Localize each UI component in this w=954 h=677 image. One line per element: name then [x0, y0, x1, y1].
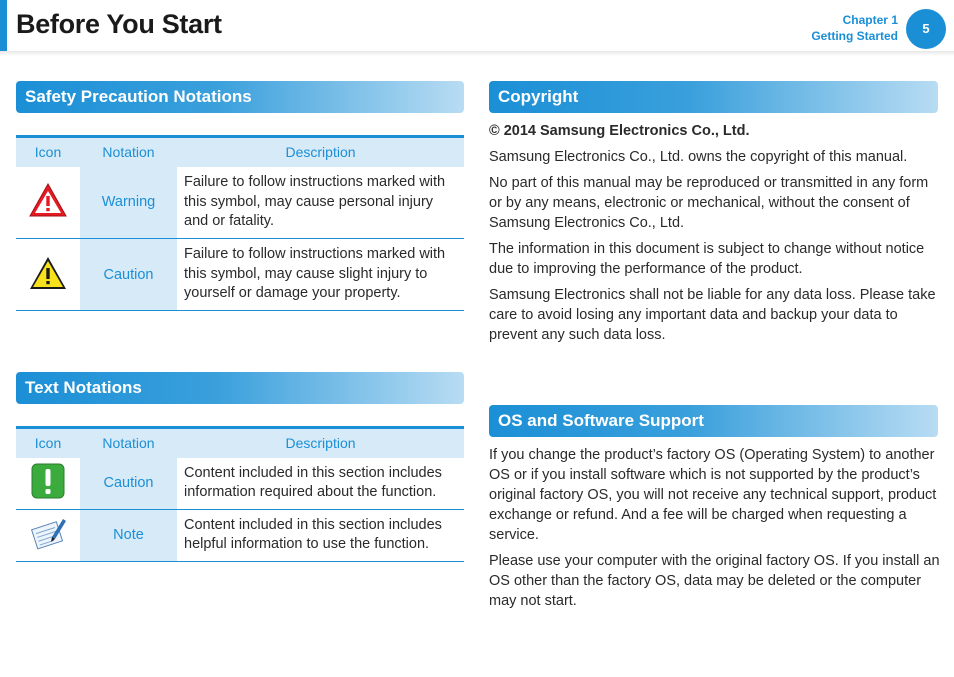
icon-cell: [16, 167, 80, 239]
column-header-icon: Icon: [16, 428, 80, 458]
table-header-row: [16, 137, 464, 167]
column-header-icon: Icon: [16, 137, 80, 167]
copyright-section-heading: Copyright: [489, 81, 938, 113]
table-row: [16, 239, 464, 311]
text-notations-section-heading: Text Notations: [16, 372, 464, 404]
os-support-section-heading: OS and Software Support: [489, 405, 938, 437]
description-cell: Content included in this section includes helpful information to use the function.: [177, 509, 464, 561]
notation-cell: Caution: [80, 458, 177, 510]
warning-triangle-red-icon: [28, 182, 68, 218]
icon-cell: [16, 509, 80, 561]
text-notation-table: [16, 426, 464, 562]
header-divider: [0, 51, 954, 56]
os-support-paragraph: Please use your computer with the original factory OS. If you install an OS other than the factory OS, data may be deleted or the computer may not start.: [489, 553, 940, 609]
table-header-row: [16, 428, 464, 458]
page-number-badge: 5: [906, 9, 946, 49]
table-row: [16, 458, 464, 510]
header-accent-bar: [0, 0, 7, 52]
chapter-title: Getting Started: [811, 29, 898, 43]
notation-cell: Note: [80, 509, 177, 561]
description-cell: Content included in this section includes information required about the function.: [177, 458, 464, 510]
icon-cell: [16, 239, 80, 311]
notation-cell: Caution: [80, 239, 177, 311]
table-row: [16, 167, 464, 239]
safety-notation-table: [16, 135, 464, 311]
os-support-paragraph: If you change the product’s factory OS (Operating System) to another OS or if you install software which is not supported by the product’s original factory OS, you will not receive any technical support, product exchange or refund. And a fee will be charged when requesting a service.: [489, 447, 937, 543]
column-header-notation: Notation: [80, 137, 177, 167]
note-pencil-icon: [28, 515, 68, 551]
safety-section-heading: Safety Precaution Notations: [16, 81, 464, 113]
copyright-paragraph: Samsung Electronics shall not be liable for any data loss. Please take care to avoid losing any important data and backup your data to prevent any such data loss.: [489, 287, 936, 343]
page-title: Before You Start: [16, 9, 222, 39]
column-header-description: Description: [177, 428, 464, 458]
copyright-body: [489, 121, 941, 351]
table-row: [16, 509, 464, 561]
chapter-number: Chapter 1: [842, 13, 898, 27]
icon-cell: [16, 458, 80, 510]
caution-triangle-yellow-icon: [28, 255, 68, 291]
copyright-notice: © 2014 Samsung Electronics Co., Ltd.: [489, 123, 750, 139]
os-support-body: [489, 445, 941, 617]
copyright-paragraph: The information in this document is subject to change without notice due to improving the performance of the product.: [489, 241, 925, 277]
exclamation-green-icon: [31, 463, 65, 499]
chapter-label: [811, 12, 898, 44]
copyright-paragraph: Samsung Electronics Co., Ltd. owns the copyright of this manual.: [489, 149, 908, 165]
description-cell: Failure to follow instructions marked with this symbol, may cause slight injury to yourself or damage your property.: [177, 239, 464, 311]
copyright-paragraph: No part of this manual may be reproduced or transmitted in any form or by any means, electronic or mechanical, without the consent of Samsung Electronics Co., Ltd.: [489, 175, 929, 231]
notation-cell: Warning: [80, 167, 177, 239]
page-header: [0, 0, 954, 56]
column-header-description: Description: [177, 137, 464, 167]
column-header-notation: Notation: [80, 428, 177, 458]
description-cell: Failure to follow instructions marked with this symbol, may cause personal injury and or fatality.: [177, 167, 464, 239]
